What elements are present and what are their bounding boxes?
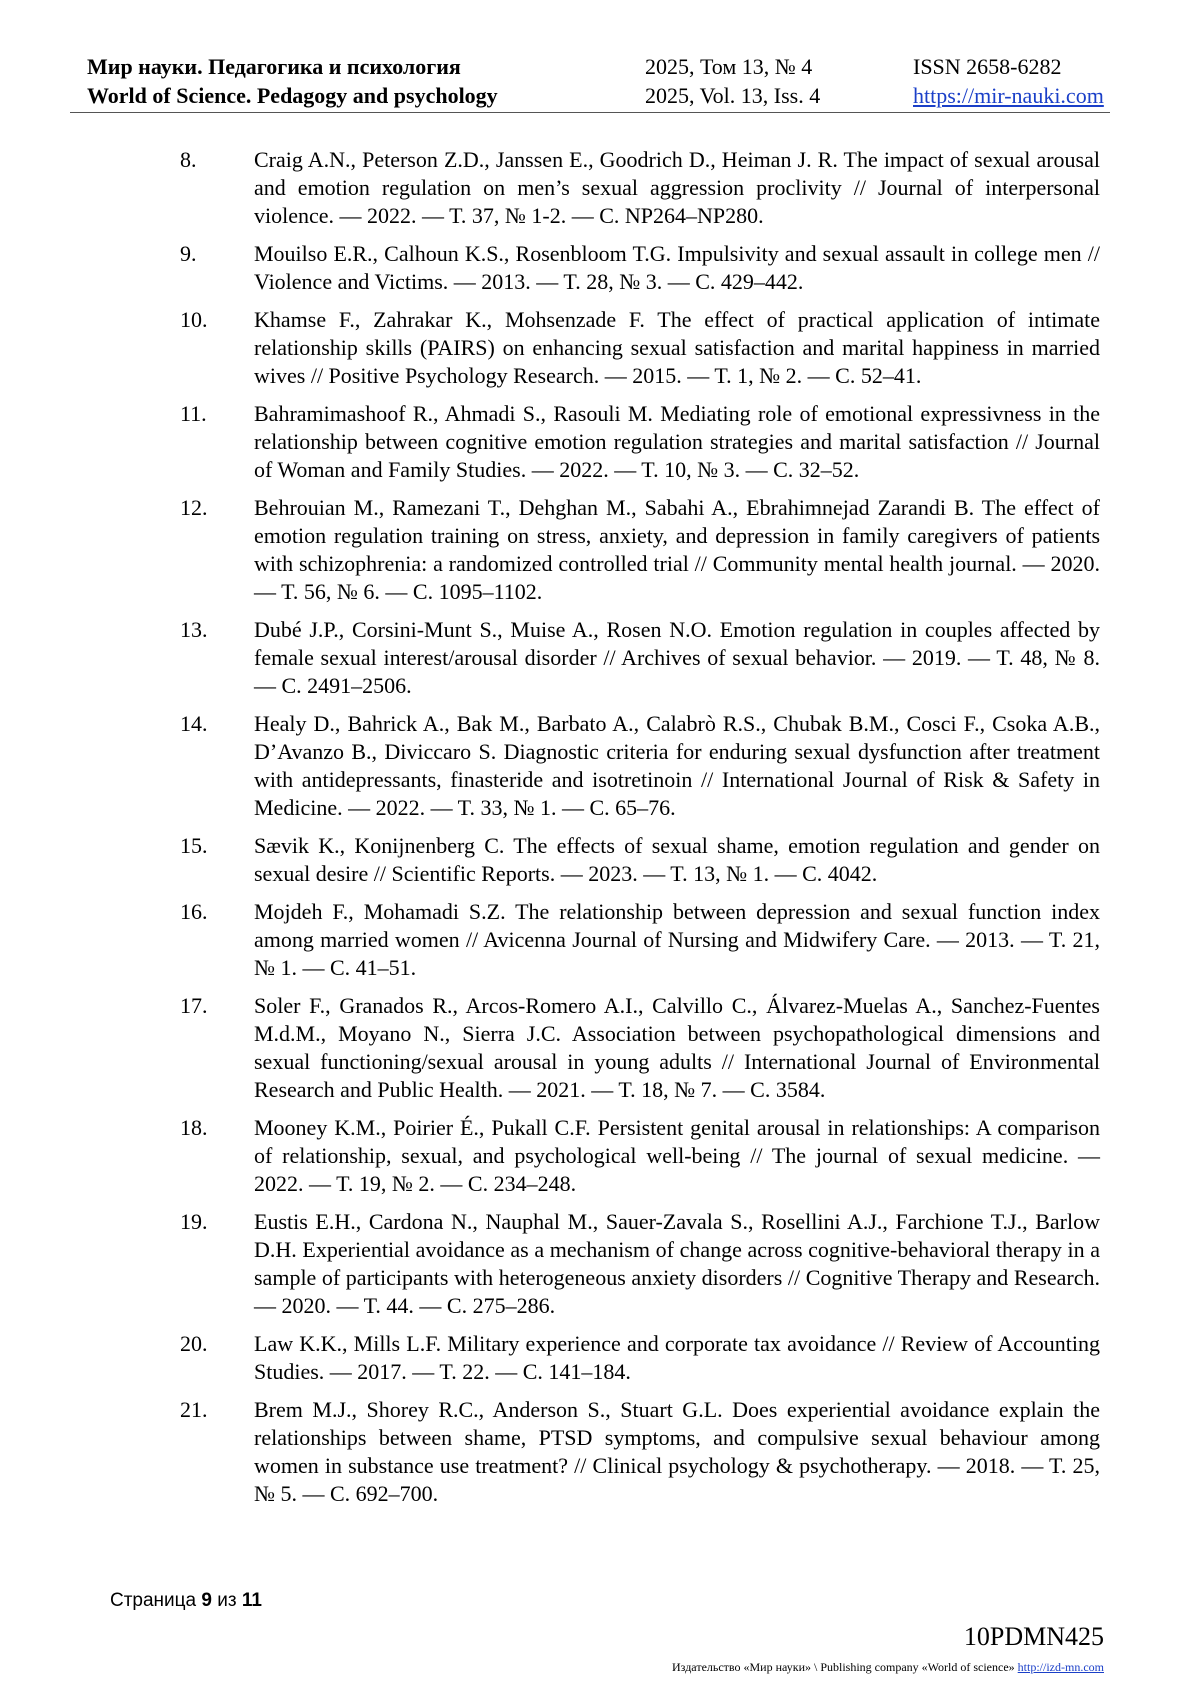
reference-text: Eustis E.H., Cardona N., Nauphal M., Sauer-Zavala S., Rosellini A.J., Farchione T.J., Barlow D.H. Experiential avoidance as a mechanism of change across cognitive-behavioral therapy in a sample of participants with heterogeneous anxiety disorders // Cognitive Therapy and Research. — 2020. — T. 44. — C. 275–286. xyxy=(254,1209,1100,1318)
reference-text: Mojdeh F., Mohamadi S.Z. The relationship between depression and sexual function index among married women // Avicenna Journal of Nursing and Midwifery Care. — 2013. — T. 21, № 1. — C. 41–51. xyxy=(254,899,1100,980)
page-total: 11 xyxy=(241,1590,262,1611)
reference-item xyxy=(180,992,1100,1104)
journal-title-block xyxy=(87,52,498,110)
issn: ISSN 2658-6282 xyxy=(913,54,1062,79)
reference-text: Soler F., Granados R., Arcos-Romero A.I., Calvillo C., Álvarez-Muelas A., Sanchez-Fuentes M.d.M., Moyano N., Sierra J.C. Association between psychopathological dimensions and sexual functioning/sexual arousal in young adults // International Journal of Environmental Research and Public Health. — 2021. — T. 18, № 7. — C. 3584. xyxy=(254,993,1100,1102)
reference-text: Craig A.N., Peterson Z.D., Janssen E., Goodrich D., Heiman J. R. The impact of sexual arousal and emotion regulation on men’s sexual aggression proclivity // Journal of interpersonal violence. — 2022. — T. 37, № 1-2. — C. NP264–NP280. xyxy=(254,147,1100,228)
reference-text: Bahramimashoof R., Ahmadi S., Rasouli M. Mediating role of emotional expressivness in the relationship between cognitive emotion regulation strategies and marital satisfaction // Journal of Woman and Family Studies. — 2022. — T. 10, № 3. — C. 32–52. xyxy=(254,401,1100,482)
reference-text: Khamse F., Zahrakar K., Mohsenzade F. The effect of practical application of intimate relationship skills (PAIRS) on enhancing sexual satisfaction and marital happiness in married wives // Positive Psychology Research. — 2015. — T. 1, № 2. — C. 52–41. xyxy=(254,307,1100,388)
reference-item xyxy=(180,494,1100,606)
reference-text: Healy D., Bahrick A., Bak M., Barbato A., Calabrò R.S., Chubak B.M., Cosci F., Csoka A.B., D’Avanzo B., Diviccaro S. Diagnostic criteria for enduring sexual dysfunction after treatment with antidepressants, finasteride and isotretinoin // International Journal of Risk & Safety in Medicine. — 2022. — T. 33, № 1. — C. 65–76. xyxy=(254,711,1100,820)
reference-number: 15. xyxy=(180,833,208,858)
journal-title-ru: Мир науки. Педагогика и психология xyxy=(87,54,461,79)
reference-number: 9. xyxy=(180,241,197,266)
reference-item xyxy=(180,400,1100,484)
reference-text: Law K.K., Mills L.F. Military experience and corporate tax avoidance // Review of Accounting Studies. — 2017. — T. 22. — C. 141–184. xyxy=(254,1331,1100,1384)
issue-ru: 2025, Том 13, № 4 xyxy=(645,54,813,79)
reference-number: 20. xyxy=(180,1331,208,1356)
reference-item xyxy=(180,240,1100,296)
publisher-link[interactable]: http://izd-mn.com xyxy=(1017,1660,1104,1674)
reference-item xyxy=(180,1114,1100,1198)
page-current: 9 xyxy=(201,1590,212,1611)
issue-block xyxy=(645,52,820,110)
reference-number: 19. xyxy=(180,1209,208,1234)
publisher-text: Издательство «Мир науки» \ Publishing company «World of science» xyxy=(672,1660,1015,1674)
page-of: из xyxy=(217,1590,237,1611)
reference-number: 21. xyxy=(180,1397,208,1422)
reference-number: 10. xyxy=(180,307,208,332)
reference-list xyxy=(180,146,1100,1518)
reference-item xyxy=(180,1396,1100,1508)
reference-number: 17. xyxy=(180,993,208,1018)
reference-number: 11. xyxy=(180,401,207,426)
reference-number: 13. xyxy=(180,617,208,642)
reference-number: 14. xyxy=(180,711,208,736)
issue-en: 2025, Vol. 13, Iss. 4 xyxy=(645,83,821,108)
reference-text: Brem M.J., Shorey R.C., Anderson S., Stuart G.L. Does experiential avoidance explain the relationships between shame, PTSD symptoms, and compulsive sexual behaviour among women in substance use treatment? // Clinical psychology & psychotherapy. — 2018. — T. 25, № 5. — C. 692–700. xyxy=(254,1397,1100,1506)
issn-block xyxy=(913,52,1104,110)
reference-item xyxy=(180,832,1100,888)
page-label: Страница xyxy=(110,1590,197,1611)
page-header xyxy=(70,50,1110,113)
reference-item xyxy=(180,710,1100,822)
reference-text: Mooney K.M., Poirier É., Pukall C.F. Persistent genital arousal in relationships: A comparison of relationship, sexual, and psychological well-being // The journal of sexual medicine. — 2022. — T. 19, № 2. — C. 234–248. xyxy=(254,1115,1100,1196)
reference-item xyxy=(180,1208,1100,1320)
reference-item xyxy=(180,146,1100,230)
journal-title-en: World of Science. Pedagogy and psychology xyxy=(87,83,498,108)
reference-number: 12. xyxy=(180,495,208,520)
reference-item xyxy=(180,898,1100,982)
reference-item xyxy=(180,616,1100,700)
page-counter xyxy=(110,1590,262,1612)
reference-text: Sævik K., Konijnenberg C. The effects of sexual shame, emotion regulation and gender on sexual desire // Scientific Reports. — 2023. — T. 13, № 1. — C. 4042. xyxy=(254,833,1100,886)
reference-text: Dubé J.P., Corsini-Munt S., Muise A., Rosen N.O. Emotion regulation in couples affected by female sexual interest/arousal disorder // Archives of sexual behavior. — 2019. — T. 48, № 8. — C. 2491–2506. xyxy=(254,617,1100,698)
reference-number: 8. xyxy=(180,147,197,172)
reference-number: 18. xyxy=(180,1115,208,1140)
reference-text: Mouilso E.R., Calhoun K.S., Rosenbloom T.G. Impulsivity and sexual assault in college men // Violence and Victims. — 2013. — T. 28, № 3. — C. 429–442. xyxy=(254,241,1100,294)
reference-number: 16. xyxy=(180,899,208,924)
reference-item xyxy=(180,306,1100,390)
journal-url-link[interactable]: https://mir-nauki.com xyxy=(913,83,1104,108)
article-code: 10PDMN425 xyxy=(963,1622,1104,1651)
publisher-line xyxy=(672,1660,1104,1675)
reference-item xyxy=(180,1330,1100,1386)
reference-text: Behrouian M., Ramezani T., Dehghan M., Sabahi A., Ebrahimnejad Zarandi B. The effect of emotion regulation training on stress, anxiety, and depression in family caregivers of patients with schizophrenia: a randomized controlled trial // Community mental health journal. — 2020. — T. 56, № 6. — C. 1095–1102. xyxy=(254,495,1100,604)
